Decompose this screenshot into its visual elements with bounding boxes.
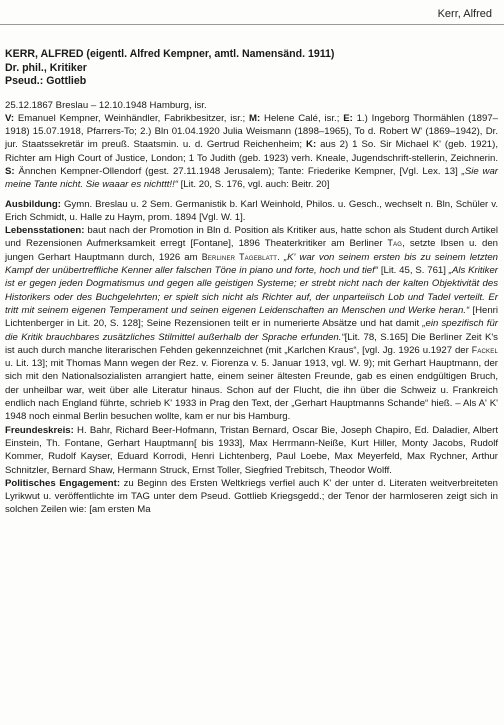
entry-name: KERR, ALFRED (eigentl. Alfred Kempner, amtl. Namensänd. 1911) [5,48,335,60]
spouse-text: 1.) Ingeborg Thormählen (1897–1918) 15.07.1918, Pfarrers-To; 2.) Bln 01.04.1920 Julia Weismann (1898–1965), To d. Robert W' (1869–1942), Dr. jur. Staatssekretär im preuß. Staatsmin. u. d. Gertrud Reichenheim; [5,112,498,151]
aunt-text: Tante: Friederike Kempner, [Vgl. Lex. 13] [277,165,462,177]
quote-kenner: „K' war von seinem ersten bis zu seinem letzten Kampf der unübertreffliche Kenner aller falschen Töne in piano und forte, hoch und tief“ [5,251,498,277]
aunt-quote: „Sie war meine Tante nicht. Sie waaar es nichttt!!“ [5,165,499,191]
spouse-label: E: [343,112,353,124]
politisches-label: Politisches Engagement: [5,477,121,489]
lebensstationen-text-3: . [277,251,284,263]
lebensstationen-text-6: [Lit. 78, S.165] Die Berliner Zeit K's ist auch durch manche literarischen Fehden gekennzeichnet (mit „Karlchen Kraus“, [vgl. Jg. 1926 u.1927 der [5,331,498,356]
mother-text: Helene Calé, isr.; [260,112,344,124]
ausbildung-text: Gymn. Breslau u. 2 Sem. Germanistik b. Karl Weinhold, Philos. u. Gesch., wechselt n. Bln, Schüler v. Erich Schmidt, u. Halle zu Haym, prom. 1894 [Vgl. W. 1]. [5,198,498,223]
newspaper-tag: Tag [387,238,403,249]
quote-stilmittel: „ein spezifisch für die Kritik brauchbares zusätzliches Stilmittel außerhalb der Sprache erfunden.“ [5,318,498,343]
freundeskreis-paragraph [5,424,498,477]
newspaper-berliner-tageblatt: Berliner Tageblatt [201,251,278,262]
lebensstationen-text-2: , setzte Ibsen u. den jungen Gerhart Hauptmann durch, 1926 am [5,238,498,263]
entry-body [5,48,498,517]
ausbildung-label: Ausbildung: [5,198,61,210]
ausbildung-paragraph [5,198,498,225]
lebensstationen-text-4: [Lit. 45, S. 761] [378,265,449,277]
entry-pseudonym: Pseud.: Gottlieb [5,75,87,87]
mother-label: M: [249,112,261,124]
aunt-reference: [Lit. 20, S. 176, vgl. auch: Beitr. 20] [177,179,330,191]
running-head: Kerr, Alfred [437,8,492,20]
lebensstationen-paragraph [5,224,498,423]
freundeskreis-label: Freundeskreis: [5,424,74,436]
lebensstationen-text-7: u. Lit. 13]; mit Thomas Mann wegen der Rez. v. Fiorenza v. 5. Januar 1913, vgl. W. 9); mit Gerhart Hauptmann, der sich mit den Nationalsozialisten arrangiert hatte, einem seiner ältesten Freunde, gab es einen endgültigen Bruch, der unheilbar war, weit über alle Literatur hinaus. Schon auf der Flucht, die ihn über die Schweiz u. Frankreich endlich nach England führte, schrieb K' 1933 in Prag den Text, der „Gerhart Hauptmanns Schande“ hieß. – Als A' K' 1948 noch einmal Berlin besuchen wollte, kam er nur bis Hamburg. [5,358,498,423]
lebensstationen-text-5: [Henri Lichtenberger in Lit. 20, S. 128]; Seine Rezensionen teilt er in numerierte Absätze und hat damit [5,304,498,330]
bio-paragraph [5,99,498,192]
politisches-text: zu Beginn des Ersten Weltkriegs verfiel auch K' der unter d. Literaten weitverbreiteten Lyrikwut u. veröffentlichte im TAG unter dem Pseud. Gottlieb Kriegsgedd.; der Tenor der harmloseren zeigt sich in solchen Zeilen wie: [am ersten Ma [5,477,499,516]
lebensstationen-text-1: baut nach der Promotion in Bln d. Position als Kritiker aus, hatte schon als Student durch Artikel und Rezensionen Aufmerksamkeit erregt [Fontane], 1896 Theaterkritiker am Berliner [5,225,498,250]
politisches-paragraph [5,477,498,517]
lebensstationen-label: Lebensstationen: [5,225,85,237]
entry-title: Dr. phil., Kritiker [5,61,87,74]
children-text: aus 2) 1 So. Sir Michael K' (geb. 1921), Richter am High Court of Justice, London; 1 To Judith (geb. 1923) verh. Kneale, Jugendschrift-stellerin, Zeichnerin. [5,139,498,164]
father-label: V: [5,112,15,124]
quote-kritiker: „Als Kritiker ist er gegen jeden Dogmatismus und gegen alle geistigen Systeme; er strebt nicht nach der kalten Objektivität des Historikers oder des Buchgelehrten; er spielt sich nicht als Richter auf, der unparteiisch Lob und Tadel verteilt. Er tritt mit seinem eigenen Temperament und seinen eigenen Leidenschaften an Menschen und Werke heran.“ [5,265,498,316]
father-text: Emanuel Kempner, Weinhändler, Fabrikbesitzer, isr.; [14,112,250,124]
journal-fackel: Fackel [471,344,498,355]
sibling-label: S: [5,165,15,177]
sibling-text: Ännchen Kempner-Ollendorf (gest. 27.11.1948 Jerusalem); [14,165,278,177]
entry-header [5,48,498,89]
freundeskreis-text: H. Bahr, Richard Beer-Hofmann, Tristan Bernard, Oscar Bie, Joseph Chapiro, Ed. Daladier, Albert Einstein, Th. Fontane, Gerhart Hauptmann[ bis 1933], Max Herrmann-Neiße, Kurt Hiller, Monty Jacobs, Rudolf Kommer, Rudolf Kayser, Eduard Korrodi, Henri Lichtenberg, Paul Loebe, Max Meyerfeld, Max Rychner, Arthur Schnitzler, Bernard Shaw, Hermann Struck, Ernst Toller, Siegfried Trebitsch, Theodor Wolff. [5,424,498,476]
header-rule [0,24,504,25]
children-label: K: [306,139,317,151]
life-dates: 25.12.1867 Breslau – 12.10.1948 Hamburg, isr. [5,99,207,111]
